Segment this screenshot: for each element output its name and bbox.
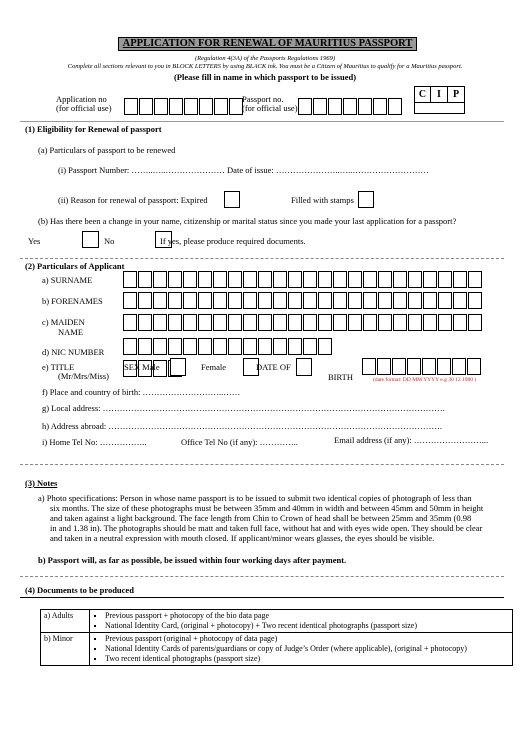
s1-a: (a) Particulars of passport to be renewed	[38, 145, 176, 155]
female-label: Female	[201, 362, 227, 372]
passport-no-cells	[298, 98, 403, 115]
dob-label: DATE OF	[256, 362, 291, 372]
sex-label: SEX Male	[124, 362, 160, 372]
passport-no-sub: (for official use)	[242, 103, 298, 113]
cip-extra-box	[414, 102, 465, 114]
dob-cells[interactable]	[362, 358, 482, 375]
divider	[20, 576, 504, 577]
documents-table	[40, 609, 513, 666]
notes-a-4: in and 1.38 in). The photographs should be matt and taken full face, without hat and with eyes wide open. They should be clear	[50, 523, 483, 533]
row-label: a) Adults	[41, 610, 90, 633]
form-title: APPLICATION FOR RENEWAL OF MAURITIUS PASSPORT	[122, 38, 413, 49]
forenames-cells[interactable]	[123, 292, 483, 309]
app-no-label: Application no	[56, 94, 107, 104]
app-no-sub: (for official use)	[56, 103, 112, 113]
regulation-note: (Regulation 4(3A) of the Passports Regulations 1969)	[194, 55, 336, 62]
maiden-label: c) MAIDEN	[42, 317, 85, 327]
maiden-cells[interactable]	[123, 314, 483, 331]
surname-label: a) SURNAME	[42, 275, 93, 285]
yes-label: Yes	[28, 236, 41, 246]
instruction-note: Complete all sections relevant to you in BLOCK LETTERS by using BLACK ink. You must be a Citizen of Mauritius to qualify for a Mauritius passport.	[67, 63, 463, 70]
row-label: b) Minor	[41, 633, 90, 666]
yes-checkbox[interactable]	[82, 231, 99, 248]
list-item: ▪ National Identity Cards of parents/guardians or copy of Judge’s Order (where applicable), (original + photocopy)	[105, 644, 509, 654]
section-2-heading: (2) Particulars of Applicant	[25, 261, 125, 271]
cip-c: C	[414, 86, 431, 103]
home-tel: i) Home Tel No: ……………..	[42, 437, 147, 447]
male-checkbox[interactable]	[170, 358, 186, 376]
nic-cells[interactable]	[123, 338, 333, 355]
nic-label: d) NIC NUMBER	[42, 347, 105, 357]
divider	[20, 258, 504, 259]
s1-b: (b) Has there been a change in your name, citizenship or marital status since you made your last application for a passport?	[38, 216, 457, 226]
app-no-cells	[124, 98, 244, 115]
email-address: Email address (if any): ……………………...	[334, 435, 489, 445]
section-3-heading: (3) Notes	[25, 478, 58, 488]
notes-a-1: a) Photo specifications: Person in whose name passport is to be issued to submit two identical copies of photograph of less than	[38, 493, 472, 503]
list-item: ▪ Previous passport + photocopy of the bio data page	[105, 611, 509, 621]
list-item: ▪ National Identity Card, (original + photocopy) + Two recent identical photographs (passport size)	[105, 621, 509, 631]
dob-extra-box	[296, 358, 312, 376]
table-row	[41, 633, 513, 666]
section-1-heading: (1) Eligibility for Renewal of passport	[25, 124, 162, 134]
section-4-heading: (4) Documents to be produced	[25, 585, 134, 595]
divider	[20, 597, 504, 598]
filled-checkbox[interactable]	[358, 191, 374, 208]
s1-ii: (ii) Reason for renewal of passport: Expired	[58, 195, 208, 205]
cip-i: I	[431, 86, 448, 103]
office-tel: Office Tel No (if any): …………..	[181, 437, 298, 447]
date-format-hint: (date format: DD MM YYYY e.g 30 12 1980 )	[373, 377, 477, 383]
filled-label: Filled with stamps	[291, 195, 354, 205]
local-address: g) Local address: ………………………………………………………………………………………………………….	[42, 403, 445, 413]
notes-b: b) Passport will, as far as possible, be issued within four working days after payment.	[38, 555, 347, 565]
list-item: ▪ Two recent identical photographs (passport size)	[105, 654, 509, 664]
title-label-2: (Mr/Mrs/Miss)	[58, 371, 110, 381]
divider	[20, 464, 504, 465]
forenames-label: b) FORENAMES	[42, 296, 103, 306]
cip-p: P	[448, 86, 465, 103]
title-label: e) TITLE	[42, 362, 75, 372]
table-row	[41, 610, 513, 633]
notes-a-2: six months. The size of these photographs must be between 35mm and 40mm in width and between 45mm and 50mm in height	[50, 503, 484, 513]
list-item: ▪ Previous passport (original + photocopy of data page)	[105, 634, 509, 644]
place-of-birth: f) Place and country of birth: ………………………..……	[42, 387, 241, 397]
fill-note: (Please fill in name in which passport to be issued)	[173, 72, 357, 82]
notes-a-3: and taken against a light background. The face length from Chin to Crown of head shall be between 25mm and 35mm (0.98	[50, 513, 472, 523]
cip-box	[414, 86, 465, 103]
notes-a-5: and taken in a neutral expression with mouth closed. If applicant/minor wears glasses, the eyes should be visible.	[50, 533, 435, 543]
address-abroad: h) Address abroad: ……………………………………………………………………………………………………….	[42, 421, 442, 431]
passport-no-label: Passport no.	[242, 94, 284, 104]
dob-label-2: BIRTH	[328, 372, 353, 382]
s1-i: (i) Passport Number: ……..…..………………… Date of issue: …………………..…..………………………	[58, 165, 429, 175]
surname-cells[interactable]	[123, 271, 483, 288]
divider	[20, 121, 504, 122]
maiden-label-2: NAME	[58, 327, 84, 337]
no-label: No	[104, 236, 115, 246]
if-yes-note: If yes, please produce required documents.	[160, 236, 306, 246]
expired-checkbox[interactable]	[224, 191, 240, 208]
